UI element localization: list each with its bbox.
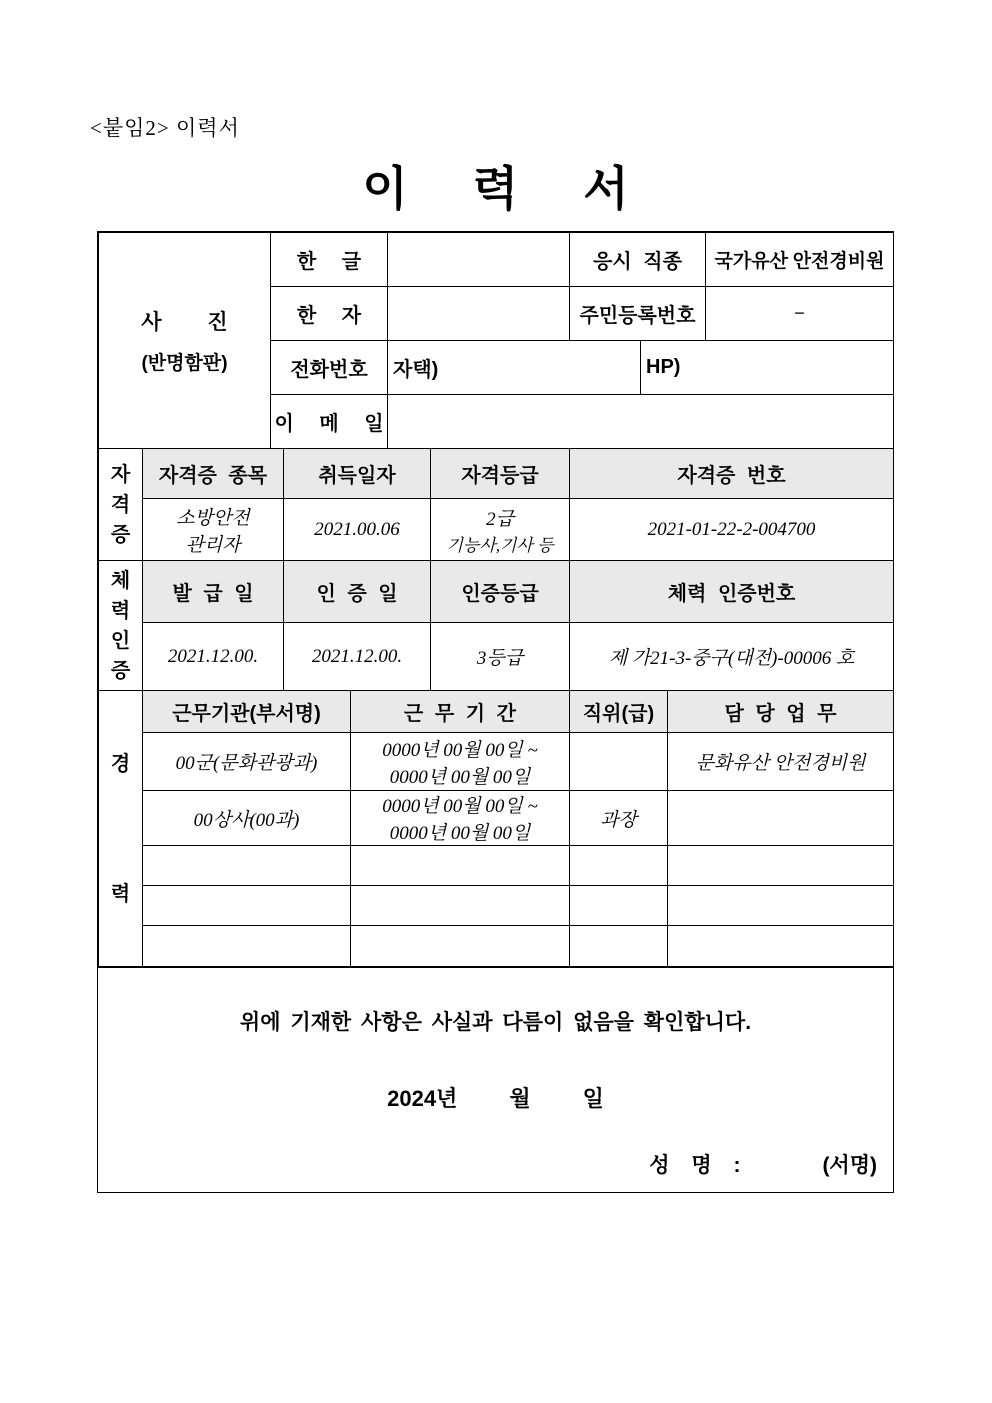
certificate-date-header: 취득일자 bbox=[284, 449, 431, 499]
photo-note: (반명함판) bbox=[141, 353, 228, 374]
phone-label: 전화번호 bbox=[271, 341, 388, 395]
job-category-label: 응시 직종 bbox=[570, 233, 706, 287]
page-title: 이 력 서 bbox=[362, 162, 629, 215]
certificate-grade-value: 2급 기능사,기사 등 bbox=[431, 499, 570, 561]
declaration-section bbox=[98, 967, 893, 1192]
career-row bbox=[99, 926, 894, 967]
fitness-number-header: 체력 인증번호 bbox=[570, 561, 894, 623]
signature-line bbox=[98, 1149, 893, 1179]
career-row bbox=[99, 886, 894, 926]
career-duty-value bbox=[668, 791, 894, 846]
name-label: 성 명 : bbox=[649, 1154, 741, 1177]
date-line bbox=[98, 1082, 893, 1113]
certificate-number-value: 2021-01-22-2-004700 bbox=[570, 499, 894, 561]
career-duty-value: 문화유산 안전경비원 bbox=[668, 733, 894, 791]
career-position-value bbox=[570, 846, 668, 886]
career-org-header: 근무기관(부서명) bbox=[143, 691, 351, 733]
career-period-value bbox=[351, 886, 570, 926]
fitness-section-label: 체 력 인 증 bbox=[99, 561, 143, 691]
career-table bbox=[98, 690, 894, 967]
fitness-table bbox=[98, 560, 894, 691]
career-org-value bbox=[143, 886, 351, 926]
career-section-label: 경 력 bbox=[99, 691, 143, 967]
career-period-value bbox=[351, 926, 570, 967]
hangul-name-field bbox=[388, 233, 570, 287]
career-row bbox=[99, 791, 894, 846]
career-duty-value bbox=[668, 926, 894, 967]
career-position-value bbox=[570, 926, 668, 967]
phone-mobile-field: HP) bbox=[641, 341, 894, 395]
month-label: 월 bbox=[509, 1086, 531, 1111]
career-period-value: 0000년 00월 00일 ~ 0000년 00월 00일 bbox=[351, 733, 570, 791]
career-org-value bbox=[143, 846, 351, 886]
day-label: 일 bbox=[582, 1086, 604, 1111]
career-position-value bbox=[570, 886, 668, 926]
career-duty-value bbox=[668, 886, 894, 926]
career-row bbox=[99, 846, 894, 886]
career-position-value: 과장 bbox=[570, 791, 668, 846]
email-field bbox=[388, 395, 894, 449]
career-position-header: 직위(급) bbox=[570, 691, 668, 733]
rrn-field: − bbox=[706, 287, 894, 341]
career-org-value: 00상사(00과) bbox=[143, 791, 351, 846]
hanja-name-field bbox=[388, 287, 570, 341]
hangul-name-label: 한 글 bbox=[271, 233, 388, 287]
certificate-grade-header: 자격등급 bbox=[431, 449, 570, 499]
photo-cell bbox=[99, 233, 271, 449]
hanja-name-label: 한 자 bbox=[271, 287, 388, 341]
email-label: 이 메 일 bbox=[271, 395, 388, 449]
fitness-issue-date-value: 2021.12.00. bbox=[143, 623, 284, 691]
attachment-label: <붙임2> 이력서 bbox=[90, 116, 240, 140]
career-org-value bbox=[143, 926, 351, 967]
certificate-date-value: 2021.00.06 bbox=[284, 499, 431, 561]
fitness-grade-value: 3등급 bbox=[431, 623, 570, 691]
fitness-number-value: 제 가21-3-중구(대전)-00006 호 bbox=[570, 623, 894, 691]
personal-info-table bbox=[98, 232, 894, 449]
certificate-name-value: 소방안전 관리자 bbox=[143, 499, 284, 561]
job-category-value: 국가유산 안전경비원 bbox=[706, 233, 894, 287]
fitness-grade-header: 인증등급 bbox=[431, 561, 570, 623]
career-duty-header: 담 당 업 무 bbox=[668, 691, 894, 733]
signature-note: (서명) bbox=[822, 1154, 877, 1177]
certificate-number-header: 자격증 번호 bbox=[570, 449, 894, 499]
career-duty-value bbox=[668, 846, 894, 886]
confirmation-statement: 위에 기재한 사항은 사실과 다름이 없음을 확인합니다. bbox=[239, 1011, 752, 1034]
career-org-value: 00군(문화관광과) bbox=[143, 733, 351, 791]
career-period-value: 0000년 00월 00일 ~ 0000년 00월 00일 bbox=[351, 791, 570, 846]
career-period-header: 근 무 기 간 bbox=[351, 691, 570, 733]
career-position-value bbox=[570, 733, 668, 791]
resume-form bbox=[97, 231, 894, 1193]
fitness-cert-date-header: 인 증 일 bbox=[284, 561, 431, 623]
phone-home-field: 자택) bbox=[388, 341, 641, 395]
career-period-value bbox=[351, 846, 570, 886]
certificate-section-label: 자 격 증 bbox=[99, 449, 143, 561]
year-text: 2024년 bbox=[387, 1086, 458, 1111]
photo-label: 사 진 bbox=[141, 311, 228, 334]
certificate-name-header: 자격증 종목 bbox=[143, 449, 284, 499]
career-row bbox=[99, 733, 894, 791]
rrn-label: 주민등록번호 bbox=[570, 287, 706, 341]
fitness-cert-date-value: 2021.12.00. bbox=[284, 623, 431, 691]
certificate-table bbox=[98, 448, 894, 561]
fitness-issue-date-header: 발 급 일 bbox=[143, 561, 284, 623]
